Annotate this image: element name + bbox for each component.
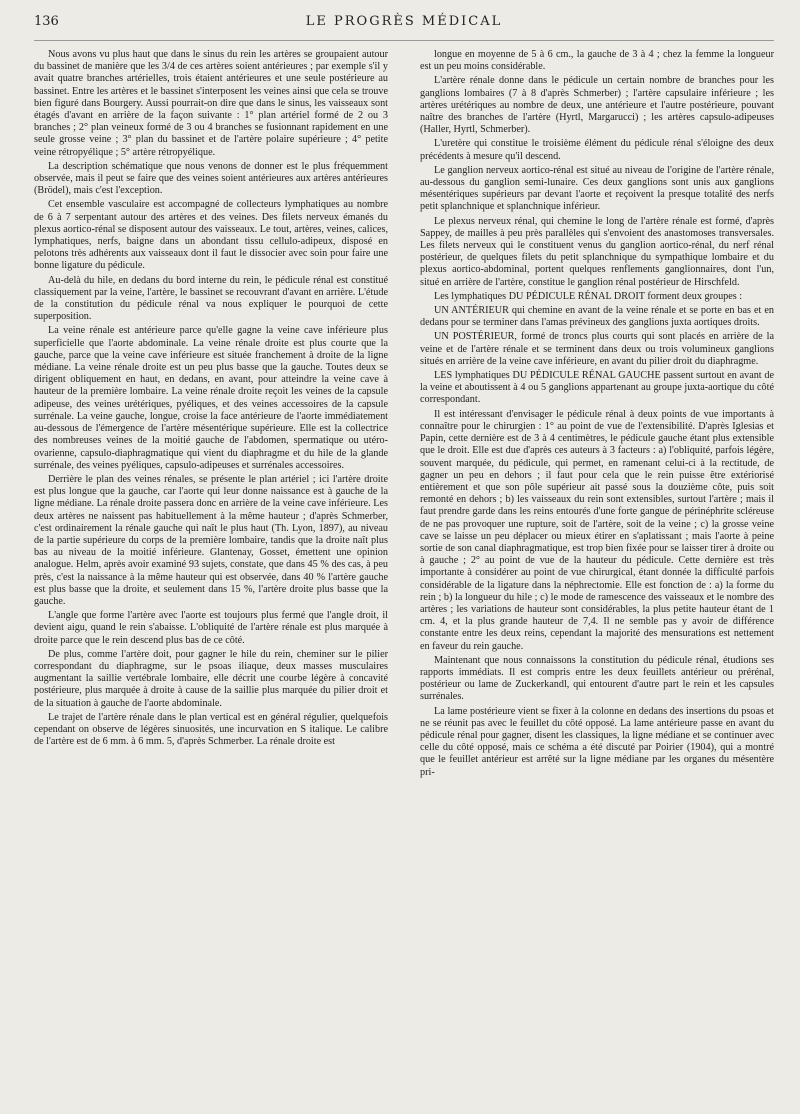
paragraph: UN POSTÉRIEUR, formé de troncs plus courts qui sont placés en arrière de la veine et de l'artère rénale et se terminent dans deux ou trois volumineux ganglions situés en arrière de la veine cave inférieure, en avant du pilier droit du diaphragme. [420, 331, 774, 367]
paragraph: La description schématique que nous venons de donner est le plus fréquemment observée, mais il peut se faire que des veines soient antérieures aux artères antérieures (Brödel), mais c'est l'exception. [34, 160, 388, 197]
paragraph: Au-delà du hile, en dedans du bord interne du rein, le pédicule rénal est constitué classiquement par la veine, l'artère, le bassinet se recouvrant d'avant en arrière. L'étude de la constitution du pédicule rénal va nous expliquer le pourquoi de cette superposition. [34, 274, 388, 323]
paragraph: Nous avons vu plus haut que dans le sinus du rein les artères se groupaient autour du bassinet de manière que les 3/4 de ces artères soient antérieures ; par exemple s'il y avait quatre branches artérielles, trois étaient antérieures et une seule postérieure au bassinet. Entre les artères et le bassinet s'interposent les veines ainsi que cela se trouve bien figuré dans Bourgery. Aussi pourrait-on dire que dans le sinus, les vaisseaux sont étagés d'avant en arrière de la façon suivante : 1° plan artériel formé de 2 ou 3 branches ; 2° plan veineux formé de 3 ou 4 branches se fusionnant rapidement en une seule grosse veine ; 3° plan du bassinet et de l'artère polaire supérieure ; 4° petite veine rétropyélique ; 5° artère rétropyélique. [34, 49, 388, 158]
paragraph: longue en moyenne de 5 à 6 cm., la gauche de 3 à 4 ; chez la femme la longueur est un peu moins considérable. [420, 49, 774, 73]
paragraph: L'uretère qui constitue le troisième élément du pédicule rénal s'éloigne des deux précédents à mesure qu'il descend. [420, 138, 774, 162]
paragraph: LES lymphatiques DU PÉDICULE RÉNAL GAUCHE passent surtout en avant de la veine et aboutissent à 4 ou 5 ganglions appartenant au groupe juxta-aortique du côté correspondant. [420, 370, 774, 406]
paragraph: Il est intéressant d'envisager le pédicule rénal à deux points de vue importants à connaître pour le chirurgien : 1° au point de vue de l'extensibilité. D'après Iglesias et Papin, cette dernière est de 3 à 4 centimètres, le pédicule gauche étant plus extensible que le droit. Elle est due d'après ces auteurs à 3 facteurs : a) l'obliquité, parfois légère, souvent marquée, du pédicule, qui permet, en ramenant celui-ci à la rectitude, de gagner un peu en dehors ; il faut pour cela que le rein puisse être extériorisé entièrement et que son pôle supérieur ait passé sous la douzième côte, puis soit remonté en dehors ; b) les vaisseaux du rein sont extensibles, surtout l'artère ; mais il faut prendre garde dans les reins entourés d'une forte gangue de périnéphrite scléreuse de ne pas provoquer une rupture, soit de l'artère, soit de la veine ; c) la grosse veine cave se laisse un peu déplacer ou mieux étirer en s'aplatissant ; mais l'aorte à peine sortie de son canal diaphragmatique, est trop bien fixée pour se laisser tirer à droite ou à gauche ; 2° au point de vue de la hauteur du pédicule. Cette dernière est très importante à considérer au point de vue chirurgical, étant donnée la difficulté parfois considérable de la ligature dans la néphrectomie. Elle est fonction de : a) la forme du rein ; b) la longueur du hile ; c) le mode de ramescence des vaisseaux et le nombre des artères ; les variations de hauteur sont considérables, la plus petite hauteur étant de 1 cm. 4, et la plus grande hauteur de 7,4. Il ne semble pas y avoir de différence constante entre les deux reins, cependant la majorité des mensurations est nettement en faveur du rein gauche. [420, 408, 774, 652]
text-columns [34, 49, 774, 1109]
paragraph: La lame postérieure vient se fixer à la colonne en dedans des insertions du psoas et ne se réunit pas avec le feuillet du côté opposé. La lame antérieure passe en avant du pédicule rénal pour gagner, disent les classiques, la ligne médiane et se continuer avec celle du côté opposé, mais ce schéma a été discuté par Poirier (1904), qui a montré que le feuillet antérieur est arrêté sur la ligne médiane par les organes du mésentère pri- [420, 705, 774, 778]
right-column [420, 49, 774, 1109]
paragraph: La veine rénale est antérieure parce qu'elle gagne la veine cave inférieure plus superficielle que l'aorte abdominale. La veine rénale droite est plus courte que la gauche, parce que la veine cave inférieure est située franchement à droite de la ligne médiane. La veine rénale droite est un peu plus basse que la gauche. Toutes deux se dirigent obliquement en haut, en dedans, en avant, pour atteindre la veine cave à hauteur de la première lombaire. La veine rénale droite reçoit les veines de la capsule adipeuse, des veines urétériques, pyéliques, et des veines accessoires de la capsule surrénale. La veine gauche, longue, croise la face antérieure de l'aorte immédiatement au-dessous de l'émergence de l'artère mésentérique supérieure. Elle est la collectrice des nombreuses veines de la moitié gauche de l'abdomen, spermatique ou utéro-ovarienne, capsulo-diaphragmatique qui vient du diaphragme et du hile de la glande surrénale, des veines pyéliques, capsulo-adipeuses et surrénales accessoires. [34, 325, 388, 471]
paragraph: UN ANTÉRIEUR qui chemine en avant de la veine rénale et se porte en bas et en dedans pour se terminer dans l'amas prévineux des ganglions juxta aortiques droits. [420, 305, 774, 329]
paragraph: Le trajet de l'artère rénale dans le plan vertical est en général régulier, quelquefois cependant on observe de légères sinuosités, une incurvation en S italique. Le calibre de l'artère est de 6 mm. à 6 mm. 5, d'après Schmerber. La rénale droite est [34, 711, 388, 748]
page-number: 136 [34, 14, 59, 29]
paragraph: Le plexus nerveux rénal, qui chemine le long de l'artère rénale est formé, d'après Sappey, de mailles à peu près parallèles qui s'envoient des anastomoses transversales. Les filets nerveux qui le constituent venus du ganglion aortico-rénal, du nerf rénal postérieur, de quelques filets du petit splanchnique du sympathique lombaire et du plexus aortico-abdominal, portent quelques renflements ganglionnaires, dont l'un, situé en arrière de l'artère, constitue le ganglion rénal postérieur de Hirschfeld. [420, 215, 774, 288]
paragraph: Les lymphatiques DU PÉDICULE RÉNAL DROIT forment deux groupes : [434, 290, 743, 302]
paragraph: Derrière le plan des veines rénales, se présente le plan artériel ; ici l'artère droite est plus longue que la gauche, car l'aorte qui leur donne naissance est à gauche de la ligne médiane. La rénale droite passera donc en arrière de la veine cave inférieure. Les deux artères ne naissent pas habituellement à la même hauteur ; d'après Schmerber, c'est ordinairement la rénale gauche qui naît le plus haut (Th. Lyon, 1897), au niveau de la partie supérieure du corps de la première lombaire, tandis que la droite naît plus bas au niveau de la moitié inférieure. Glantenay, Gosset, émettent une opinion analogue. Helm, après avoir examiné 93 sujets, constate, que dans 45 % des cas, à peu près, c'est la naissance à la même hauteur qui est observée, dans 40 % l'artère gauche est plus basse que la droite, et seulement dans 15 %, l'artère droite plus basse que la gauche. [34, 473, 388, 607]
paragraph: L'angle que forme l'artère avec l'aorte est toujours plus fermé que l'angle droit, il devient aigu, quand le rein s'abaisse. L'obliquité de l'artère rénale est plus marquée à droite parce que le rein descend plus bas de ce côté. [34, 610, 388, 646]
paragraph: Le ganglion nerveux aortico-rénal est situé au niveau de l'origine de l'artère rénale, au-dessous du ganglion semi-lunaire. Ces deux ganglions sont unis aux ganglions mésentériques supérieurs par devant l'aorte et reçoivent la presque totalité des nerfs petit splanchnique et splanchnique inférieur. [420, 164, 774, 213]
running-title: LE PROGRÈS MÉDICAL [305, 14, 503, 29]
paragraph: Maintenant que nous connaissons la constitution du pédicule rénal, étudions ses rapports immédiats. Il est compris entre les deux feuillets antérieur ou prérénal, postérieur ou lame de Zuckerkandl, qui entourent d'autre part le rein et les capsules surrénales. [420, 654, 774, 703]
paragraph: Cet ensemble vasculaire est accompagné de collecteurs lymphatiques au nombre de 6 à 7 serpentant autour des artères et des veines. Des filets nerveux émanés du plexus aortico-rénal se disposent autour des vaisseaux. Le tout, artères, veines, calices, lymphatiques, nerfs, baigne dans un abondant tissu cellulo-adipeux, disposé en pelotons très adhérents aux vaisseaux dont il faut le dissocier avec soin pour faire une bonne ligature du pédicule. [34, 199, 388, 272]
paragraph: L'artère rénale donne dans le pédicule un certain nombre de branches pour les ganglions lombaires (7 à 8 d'après Schmerber) ; l'artère capsulaire inférieure ; les artères urétériques au nombre de deux, une antérieure et l'autre postérieure, pouvant naître des branches de l'artère (Hyrtl, Margarucci) ; les artères capsulo-adipeuses (Haller, Hyrtl, Schmerber). [420, 75, 774, 136]
page-header [34, 14, 774, 41]
paragraph: De plus, comme l'artère doit, pour gagner le hile du rein, cheminer sur le pilier correspondant du diaphragme, sur le psoas iliaque, deux masses musculaires augmentant la saillie vertébrale lombaire, elle décrit une courbe légère à concavité postérieure, plus marquée à droite à cause de la saillie plus marquée du pilier droit et de la situation à gauche de l'aorte abdominale. [34, 648, 388, 709]
left-column [34, 49, 388, 1109]
